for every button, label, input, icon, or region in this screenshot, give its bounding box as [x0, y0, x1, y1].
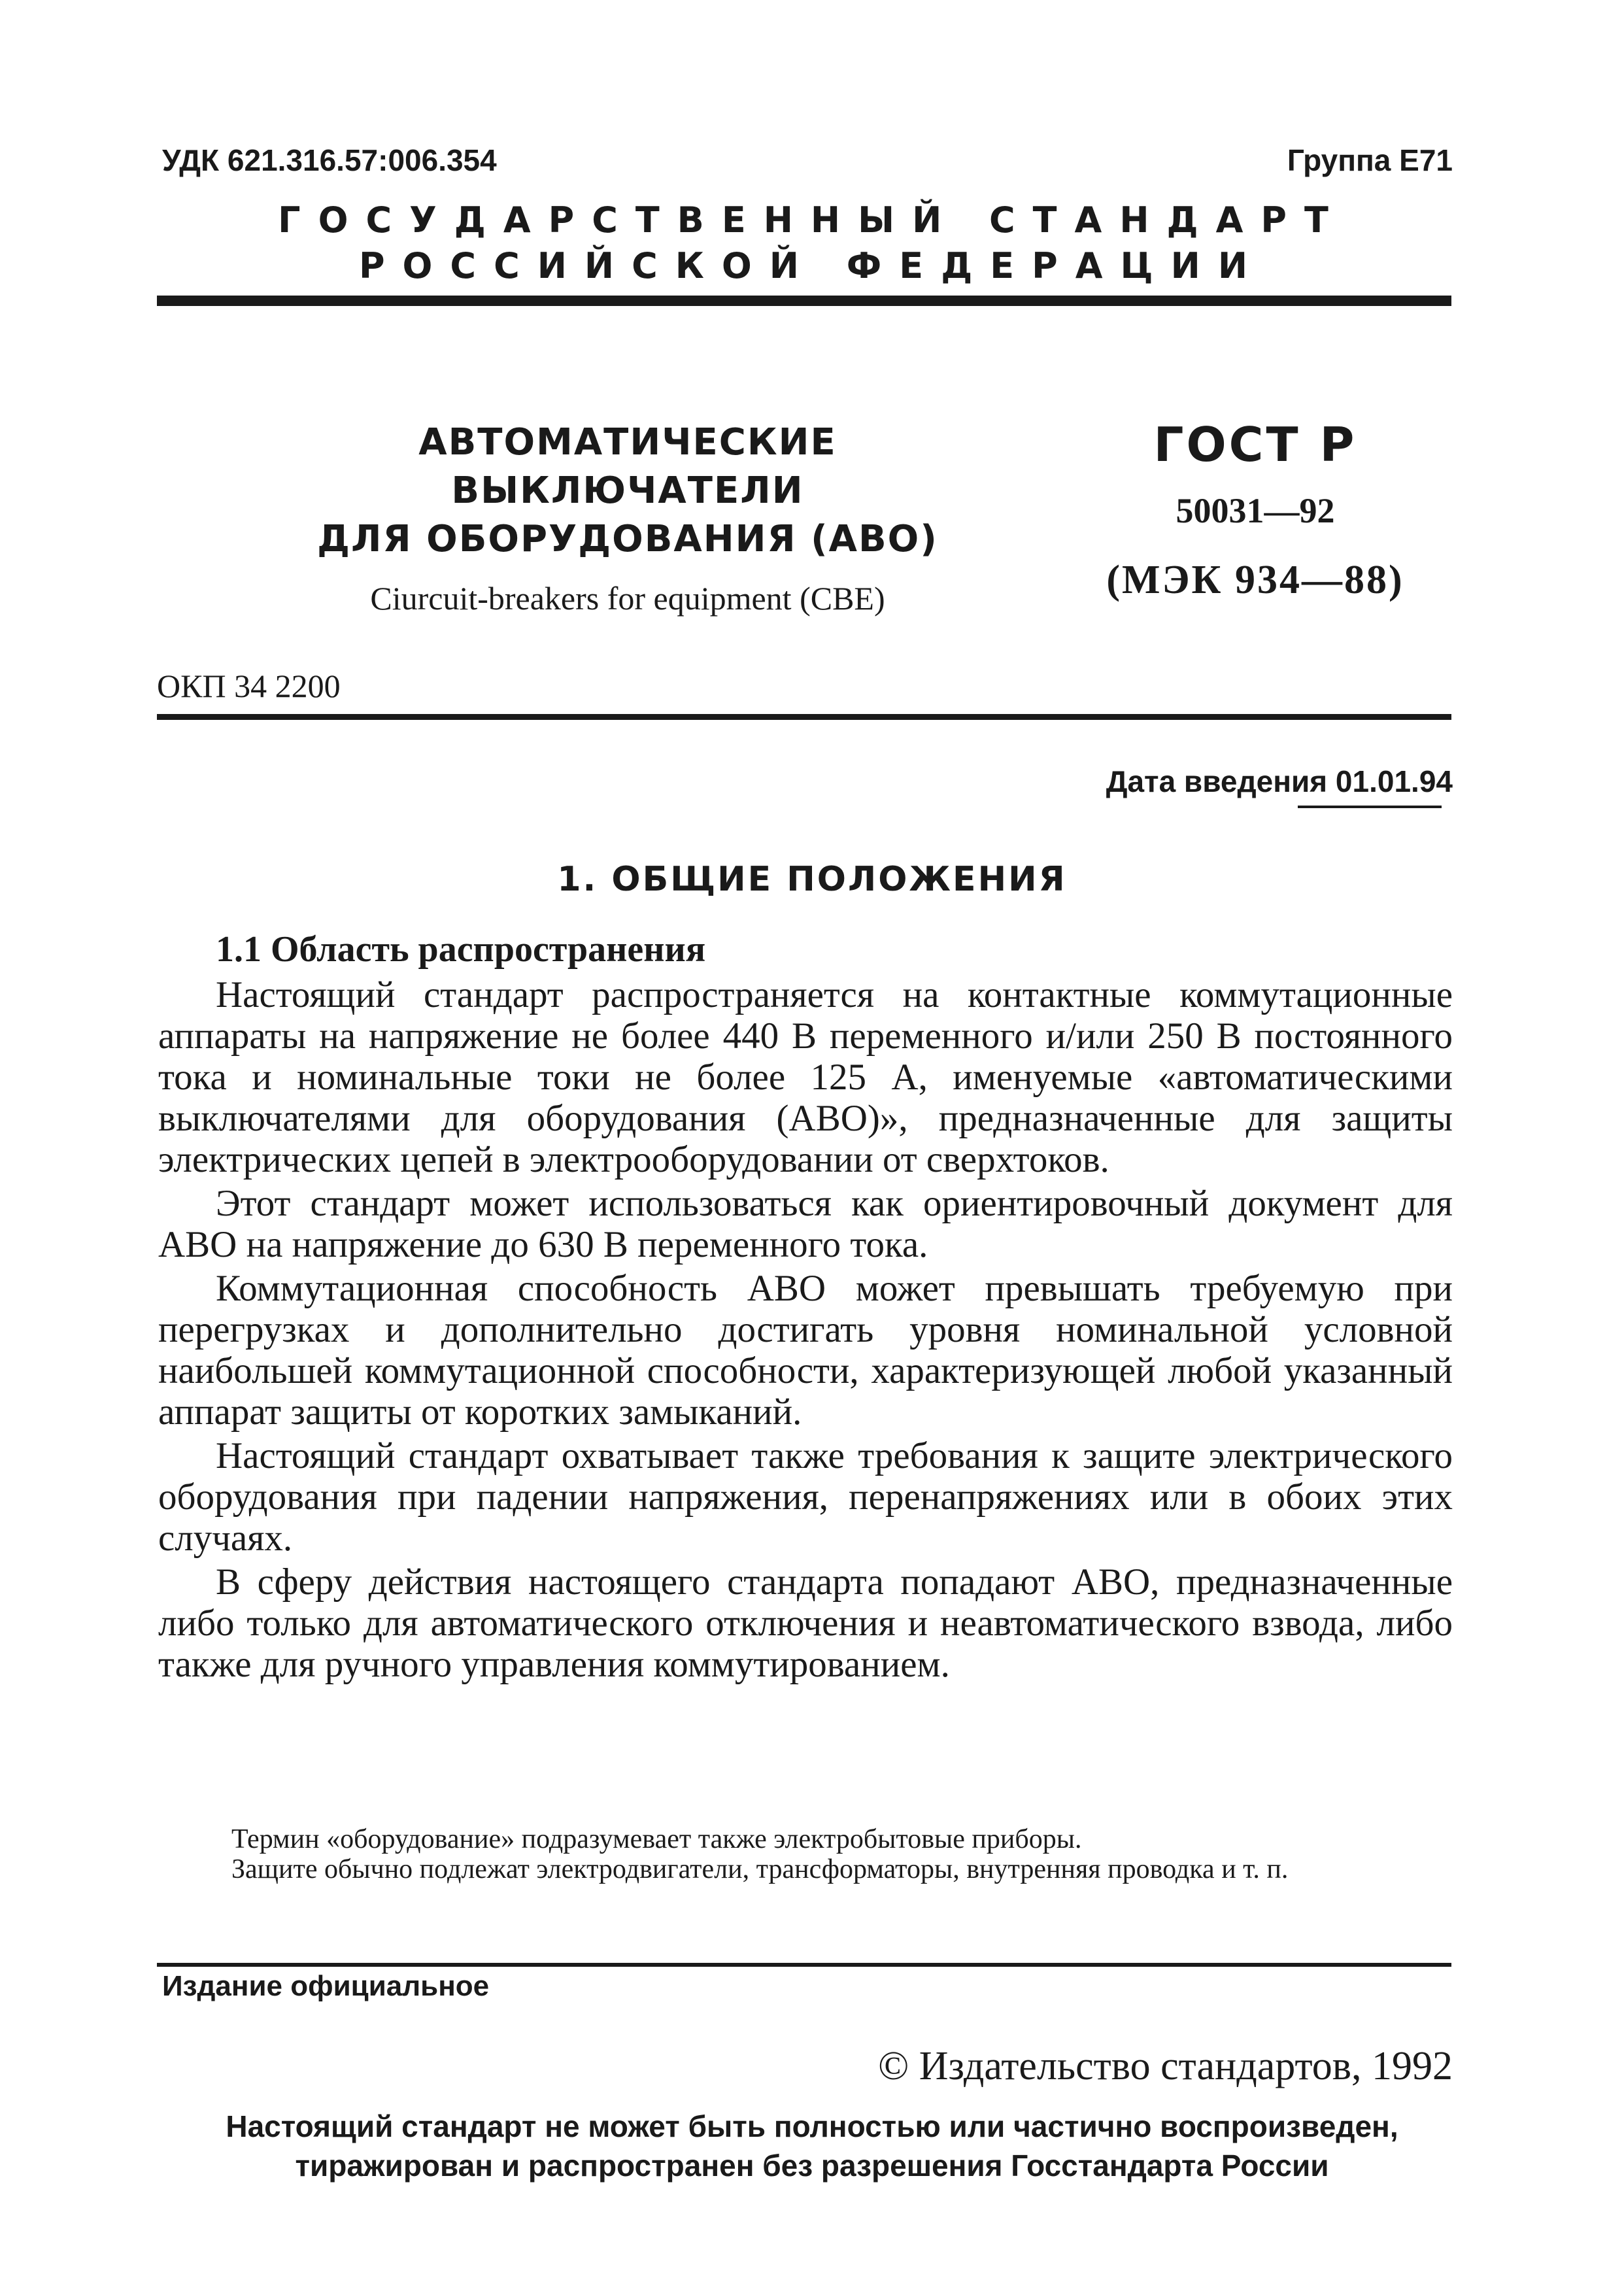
introduction-date: Дата введения 01.01.94 — [1106, 764, 1453, 798]
footer-rule — [157, 1963, 1451, 1967]
subsection-title: 1.1 Область распространения — [216, 929, 706, 970]
title-ru-line2: ДЛЯ ОБОРУДОВАНИЯ (АВО) — [317, 518, 938, 560]
paragraph: В сферу действия настоящего стандарта попадают АВО, предназначенные либо только для автоматического отключения и неавтоматического взвода, либо также для ручного управления коммутированием. — [158, 1561, 1453, 1685]
standard-title-block — [275, 418, 981, 617]
official-edition-label: Издание официальное — [162, 1970, 490, 2002]
gost-designation-block — [1059, 418, 1451, 604]
note: Термин «оборудование» подразумевает также электробытовые приборы. — [231, 1824, 1082, 1854]
udk-code: УДК 621.316.57:006.354 — [162, 143, 497, 177]
notice-line1: Настоящий стандарт не может быть полностью или частично воспроизведен, — [226, 2109, 1398, 2143]
state-standard-heading: ГОСУДАРСТВЕННЫЙ СТАНДАРТ — [278, 199, 1346, 241]
russian-federation-heading: РОССИЙСКОЙ ФЕДЕРАЦИИ — [358, 245, 1266, 286]
title-ru-line1: АВТОМАТИЧЕСКИЕ ВЫКЛЮЧАТЕЛИ — [418, 421, 837, 512]
section-notes — [158, 1824, 1453, 1884]
date-underline — [1298, 806, 1442, 808]
paragraph: Коммутационная способность АВО может превышать требуемую при перегрузках и дополнительно достигать уровня номинальной условной наибольшей коммутационной способности, характеризующей любой указанный аппарат защиты от коротких замыканий. — [158, 1268, 1453, 1433]
note: Защите обычно подлежат электродвигатели, трансформаторы, внутренняя проводка и т. п. — [231, 1854, 1289, 1884]
paragraph: Настоящий стандарт распространяется на контактные коммутационные аппараты на напряжение не более 440 В переменного и/или 250 В постоянного тока и номинальные токи не более 125 А, именуемые «автоматическими выключателями для оборудования (АВО)», предназначенные для защиты электрических цепей в электрооборудовании от сверхтоков. — [158, 974, 1453, 1180]
okp-rule — [157, 714, 1451, 720]
title-en: Ciurcuit-breakers for equipment (CBE) — [370, 580, 885, 617]
group-code: Группа Е71 — [1287, 143, 1453, 177]
paragraph: Настоящий стандарт охватывает также требования к защите электрического оборудования при падении напряжения, перенапряжениях или в обоих этих случаях. — [158, 1435, 1453, 1559]
iec-reference: (МЭК 934—88) — [1106, 558, 1404, 602]
okp-code: ОКП 34 2200 — [157, 668, 341, 704]
section-title: 1. ОБЩИЕ ПОЛОЖЕНИЯ — [557, 860, 1067, 899]
paragraph: Этот стандарт может использоваться как ориентировочный документ для АВО на напряжение до 630 В переменного тока. — [158, 1183, 1453, 1265]
copyright-line: © Издательство стандартов, 1992 — [878, 2044, 1453, 2088]
header-rule — [157, 296, 1451, 306]
gost-number: 50031—92 — [1176, 491, 1335, 530]
gost-label: ГОСТ Р — [1153, 417, 1357, 472]
reproduction-notice — [0, 2107, 1624, 2185]
notice-line2: тиражирован и распространен без разрешения Госстандарта России — [295, 2149, 1329, 2183]
section-body — [158, 974, 1453, 1685]
